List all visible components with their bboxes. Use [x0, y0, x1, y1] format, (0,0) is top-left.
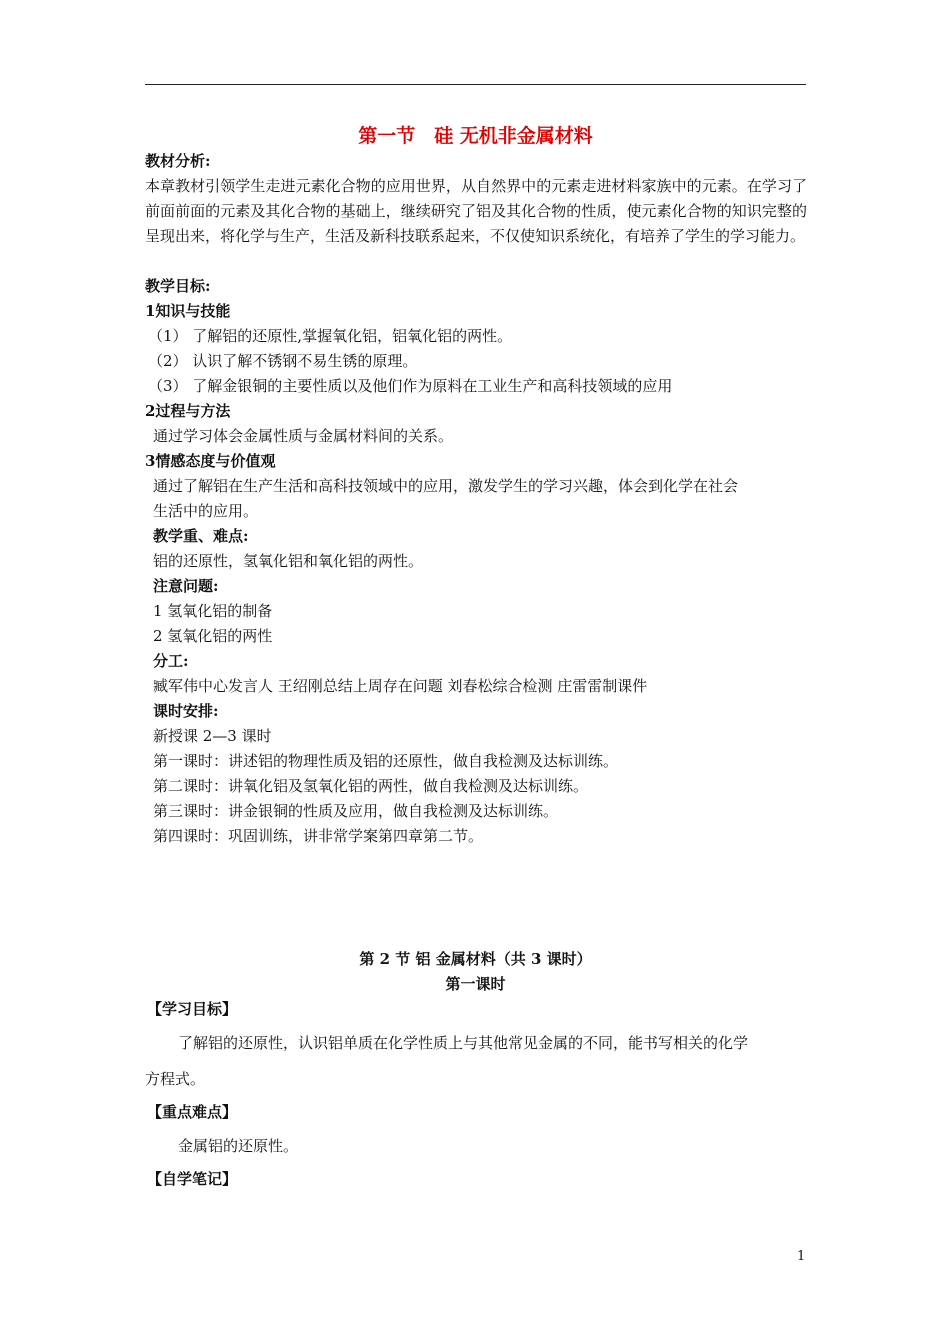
attention-item-2: 2 氢氧化铝的两性	[153, 627, 273, 645]
goal2-body: 通过学习体会金属性质与金属材料间的关系。	[153, 427, 454, 445]
keypoints-heading: 教学重、难点:	[153, 527, 249, 545]
keypoints-body: 铝的还原性，氢氧化铝和氧化铝的两性。	[153, 552, 424, 570]
attention-item-1: 1 氢氧化铝的制备	[153, 602, 273, 620]
header-rule	[145, 84, 806, 85]
notes-heading: 【自学笔记】	[147, 1170, 238, 1188]
study-goal-line-2: 方程式。	[145, 1070, 206, 1088]
schedule-item-5: 第四课时：巩固训练，讲非常学案第四章第二节。	[153, 827, 484, 845]
study-goal-line-1: 了解铝的还原性，认识铝单质在化学性质上与其他常见金属的不同，能书写相关的化学	[178, 1034, 749, 1052]
goal3-heading: 3情感态度与价值观	[145, 452, 276, 470]
schedule-item-3: 第二课时：讲氧化铝及氢氧化铝的两性，做自我检测及达标训练。	[153, 777, 589, 795]
analysis-heading: 教材分析:	[145, 152, 211, 170]
study-goal-heading: 【学习目标】	[147, 1000, 238, 1018]
division-heading: 分工:	[153, 652, 189, 670]
difficulty-heading: 【重点难点】	[147, 1103, 238, 1121]
goal3-line-1: 通过了解铝在生产生活和高科技领域中的应用，激发学生的学习兴趣，体会到化学在社会	[153, 477, 739, 495]
page-number: 1	[797, 1249, 806, 1264]
goals-heading: 教学目标:	[145, 277, 211, 295]
schedule-item-1: 新授课 2—3 课时	[153, 727, 272, 745]
goal1-heading: 1知识与技能	[145, 302, 231, 320]
goal1-item-3: （3） 了解金银铜的主要性质以及他们作为原料在工业生产和高科技领域的应用	[148, 377, 673, 395]
division-body: 臧军伟中心发言人 王绍刚总结上周存在问题 刘春松综合检测 庄雷雷制课件	[153, 677, 648, 695]
goal1-item-2: （2） 认识了解不锈钢不易生锈的原理。	[148, 352, 418, 370]
attention-heading: 注意问题:	[153, 577, 219, 595]
schedule-item-4: 第三课时：讲金银铜的性质及应用，做自我检测及达标训练。	[153, 802, 559, 820]
analysis-body: 本章教材引领学生走进元素化合物的应用世界，从自然界中的元素走进材料家族中的元素。在学习了前面前面的元素及其化合物的基础上，继续研究了铝及其化合物的性质，使元素化合物的知识完整的呈现出来，将化学与生产，生活及新科技联系起来，不仅使知识系统化，有培养了学生的学习能力。	[145, 177, 807, 245]
document-title: 第一节 硅 无机非金属材料	[358, 125, 593, 147]
schedule-heading: 课时安排:	[153, 702, 219, 720]
schedule-item-2: 第一课时：讲述铝的物理性质及铝的还原性，做自我检测及达标训练。	[153, 752, 619, 770]
goal2-heading: 2过程与方法	[145, 402, 231, 420]
goal3-line-2: 生活中的应用。	[153, 502, 259, 520]
section2-subtitle: 第一课时	[445, 975, 506, 993]
goal1-item-1: （1） 了解铝的还原性,掌握氧化铝，铝氧化铝的两性。	[148, 327, 513, 345]
difficulty-body: 金属铝的还原性。	[178, 1137, 299, 1155]
section2-title: 第 2 节 铝 金属材料（共 3 课时）	[359, 950, 592, 968]
